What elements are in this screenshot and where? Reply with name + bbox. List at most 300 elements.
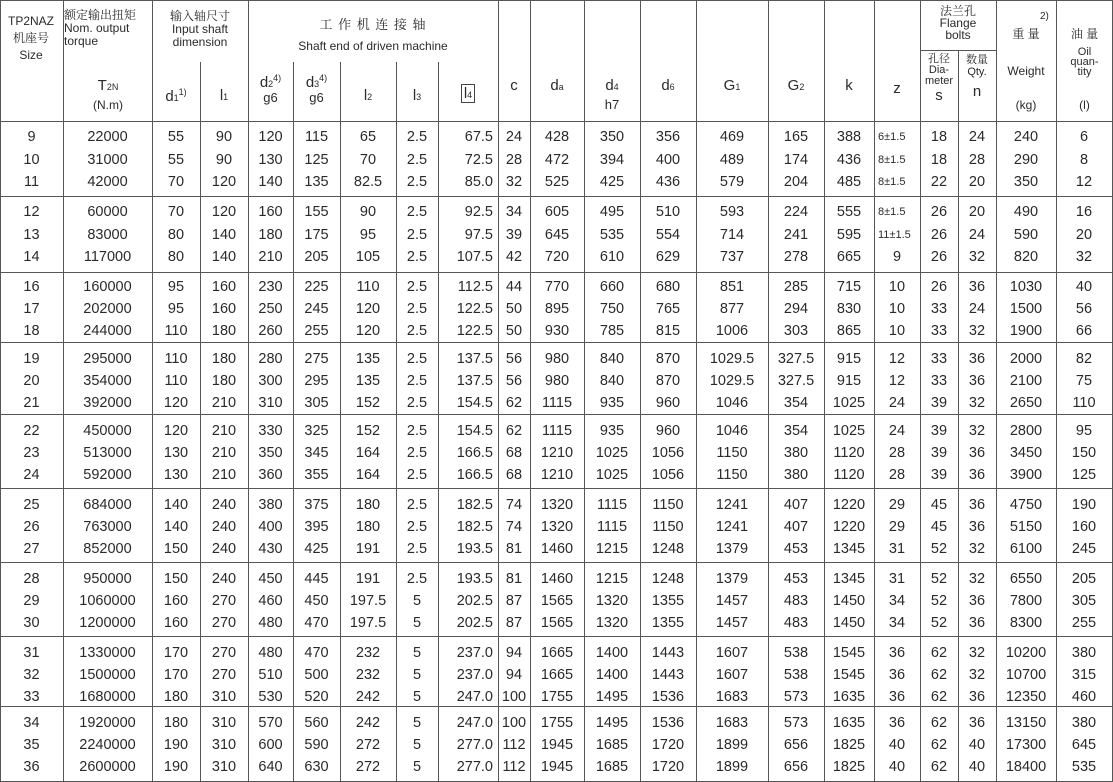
torque-header-en2: torque <box>64 34 99 48</box>
cell-da: 428 <box>544 129 570 145</box>
cell-l3: 2.5 <box>406 373 428 389</box>
cell-torque: 1060000 <box>79 593 136 609</box>
cell-d4: 840 <box>599 351 625 367</box>
cell-d1: 95 <box>167 279 185 295</box>
d4-tol: h7 <box>604 97 620 112</box>
cell-size: 28 <box>23 571 40 587</box>
l4-sub: 4 <box>467 90 473 100</box>
cell-d2: 640 <box>258 759 283 775</box>
cell-d1: 120 <box>163 423 189 439</box>
cell-d4: 1320 <box>595 615 629 631</box>
cell-d3: 355 <box>304 467 329 483</box>
cell-d3: 275 <box>304 351 329 367</box>
cell-d3: 630 <box>304 759 329 775</box>
cell-g2: 453 <box>783 541 809 557</box>
cell-torque: 354000 <box>83 373 132 389</box>
cell-k: 1635 <box>832 689 866 705</box>
cell-s: 62 <box>930 737 948 753</box>
cell-l4: 193.5 <box>456 541 493 557</box>
cell-g2: 165 <box>783 129 809 145</box>
cell-da: 525 <box>544 174 570 190</box>
cell-size: 12 <box>23 204 40 220</box>
cell-d3: 450 <box>304 593 329 609</box>
cell-weight: 6550 <box>1009 571 1043 587</box>
cell-c: 62 <box>505 395 523 411</box>
cell-torque: 244000 <box>83 323 132 339</box>
cell-size: 36 <box>23 759 40 775</box>
cell-weight: 590 <box>1013 227 1039 243</box>
cell-d4: 785 <box>599 323 625 339</box>
col-line <box>0 0 1 782</box>
cell-l3: 2.5 <box>406 351 428 367</box>
cell-s: 33 <box>930 351 948 367</box>
cell-size: 24 <box>23 467 40 483</box>
cell-oil: 535 <box>1071 759 1097 775</box>
cell-k: 715 <box>836 279 862 295</box>
oil-cn: 油 量 <box>1070 27 1099 41</box>
torque-header-en1: Nom. output <box>64 21 130 35</box>
cell-k: 1345 <box>832 541 866 557</box>
cell-oil: 380 <box>1071 715 1097 731</box>
cell-d4: 1215 <box>595 571 629 587</box>
cell-s: 62 <box>930 689 948 705</box>
diameter-cn: 孔径 <box>928 53 950 65</box>
cell-k: 1450 <box>832 615 866 631</box>
header-l3 <box>396 87 438 104</box>
cell-c: 74 <box>505 519 523 535</box>
cell-weight: 490 <box>1013 204 1039 220</box>
cell-z: 40 <box>888 759 906 775</box>
cell-d4: 1115 <box>596 519 628 535</box>
col-line <box>396 62 397 782</box>
cell-k: 665 <box>836 249 862 265</box>
cell-d4: 660 <box>599 279 625 295</box>
cell-l1: 270 <box>211 615 237 631</box>
cell-size: 14 <box>23 249 40 265</box>
cell-oil: 12 <box>1075 174 1093 190</box>
cell-size: 29 <box>23 593 40 609</box>
cell-da: 980 <box>544 373 570 389</box>
cell-d1: 160 <box>163 593 189 609</box>
flange-header <box>920 5 996 41</box>
cell-d3: 295 <box>304 373 329 389</box>
cell-c: 100 <box>501 715 527 731</box>
cell-l2: 105 <box>355 249 381 265</box>
cell-d4: 1025 <box>595 467 629 483</box>
cell-d3: 425 <box>304 541 329 557</box>
cell-d6: 1150 <box>652 519 684 535</box>
cell-k: 1025 <box>832 395 866 411</box>
cell-d6: 870 <box>655 351 681 367</box>
cell-g2: 294 <box>783 301 809 317</box>
cell-g2: 327.5 <box>777 351 815 367</box>
cell-d1: 190 <box>163 759 189 775</box>
cell-z: 31 <box>888 541 906 557</box>
cell-l4: 193.5 <box>456 571 493 587</box>
cell-torque: 763000 <box>83 519 132 535</box>
cell-c: 50 <box>505 301 523 317</box>
cell-da: 1665 <box>540 667 574 683</box>
cell-size: 31 <box>23 645 40 661</box>
l2-sym: l <box>363 87 368 104</box>
cell-g2: 453 <box>783 571 809 587</box>
cell-oil: 245 <box>1071 541 1097 557</box>
header-d1 <box>152 87 200 105</box>
cell-c: 68 <box>505 445 523 461</box>
l1-sym: l <box>219 87 224 104</box>
cell-d2: 180 <box>258 227 283 243</box>
cell-l2: 120 <box>355 301 381 317</box>
cell-s: 33 <box>930 323 948 339</box>
header-d4 <box>584 77 640 111</box>
cell-d3: 175 <box>304 227 329 243</box>
cell-l3: 2.5 <box>406 323 428 339</box>
cell-s: 52 <box>930 615 948 631</box>
cell-da: 720 <box>544 249 570 265</box>
d1-sup: 1) <box>178 87 187 97</box>
cell-size: 30 <box>23 615 40 631</box>
cell-n: 36 <box>968 467 986 483</box>
quantity-sym: n <box>972 83 982 100</box>
cell-d6: 870 <box>655 373 681 389</box>
cell-size: 35 <box>23 737 40 753</box>
cell-l1: 180 <box>211 373 237 389</box>
cell-oil: 460 <box>1071 689 1097 705</box>
cell-d6: 960 <box>655 395 681 411</box>
cell-weight: 1900 <box>1009 323 1043 339</box>
cell-d1: 80 <box>167 227 185 243</box>
cell-d6: 1536 <box>651 689 685 705</box>
cell-l2: 82.5 <box>353 174 383 190</box>
cell-k: 436 <box>836 152 862 168</box>
cell-z: 29 <box>888 497 906 513</box>
cell-z: 36 <box>888 645 906 661</box>
cell-d6: 554 <box>655 227 681 243</box>
cell-n: 32 <box>968 571 986 587</box>
cell-s: 26 <box>930 227 948 243</box>
cell-d1: 110 <box>164 373 188 389</box>
cell-n: 24 <box>968 227 986 243</box>
cell-s: 18 <box>930 152 948 168</box>
cell-torque: 42000 <box>87 174 128 190</box>
cell-d6: 510 <box>655 204 681 220</box>
cell-d6: 1056 <box>651 445 685 461</box>
cell-size: 17 <box>23 301 40 317</box>
d2-sup: 4) <box>273 73 282 83</box>
cell-d3: 135 <box>304 174 329 190</box>
cell-g2: 407 <box>783 497 809 513</box>
cell-d1: 130 <box>163 467 189 483</box>
l2-sub: 2 <box>367 92 373 102</box>
col-line <box>293 62 294 782</box>
cell-k: 1220 <box>832 519 866 535</box>
cell-c: 87 <box>505 593 523 609</box>
cell-l4: 122.5 <box>456 323 493 339</box>
cell-g2: 204 <box>783 174 809 190</box>
cell-l2: 242 <box>355 715 381 731</box>
cell-weight: 4750 <box>1009 497 1043 513</box>
size-header-cn: 机座号 <box>12 31 49 45</box>
cell-c: 39 <box>505 227 523 243</box>
cell-g1: 469 <box>719 129 745 145</box>
cell-torque: 513000 <box>83 445 132 461</box>
cell-k: 1120 <box>833 445 865 461</box>
col-line <box>1056 0 1057 782</box>
weight-cn: 重 量 <box>1012 27 1040 41</box>
cell-l3: 5 <box>412 667 422 683</box>
cell-l4: 72.5 <box>464 152 493 168</box>
cell-g1: 1899 <box>715 759 749 775</box>
cell-d4: 935 <box>599 423 625 439</box>
cell-d2: 380 <box>258 497 283 513</box>
header-d6 <box>640 77 696 94</box>
cell-size: 16 <box>23 279 40 295</box>
cell-d2: 570 <box>258 715 283 731</box>
cell-c: 50 <box>505 323 523 339</box>
cell-d3: 560 <box>304 715 329 731</box>
cell-oil: 75 <box>1075 373 1093 389</box>
cell-z: 24 <box>888 395 906 411</box>
flange-header-en2: bolts <box>945 28 971 42</box>
cell-d3: 395 <box>304 519 329 535</box>
cell-g1: 593 <box>719 204 745 220</box>
cell-k: 388 <box>836 129 862 145</box>
cell-l4: 247.0 <box>456 689 493 705</box>
g1-sym: G <box>723 77 736 94</box>
cell-l4: 202.5 <box>456 593 493 609</box>
cell-d3: 445 <box>304 571 329 587</box>
cell-d3: 500 <box>304 667 329 683</box>
header-g1 <box>696 77 768 94</box>
cell-k: 1345 <box>832 571 866 587</box>
cell-d3: 375 <box>304 497 329 513</box>
cell-k: 1825 <box>832 759 866 775</box>
cell-c: 81 <box>505 571 523 587</box>
cell-c: 74 <box>505 497 523 513</box>
cell-da: 895 <box>544 301 570 317</box>
col-line <box>530 0 531 782</box>
cell-g1: 1029.5 <box>709 351 755 367</box>
cell-l2: 70 <box>359 152 377 168</box>
l3-sym: l <box>412 87 417 104</box>
cell-oil: 255 <box>1071 615 1097 631</box>
g1-sub: 1 <box>735 82 741 92</box>
cell-l3: 5 <box>412 593 422 609</box>
cell-z: 10 <box>888 301 906 317</box>
cell-d2: 600 <box>258 737 283 753</box>
d4-sym: d <box>605 77 614 94</box>
cell-z: 34 <box>888 615 906 631</box>
cell-n: 36 <box>968 519 986 535</box>
cell-z: 12 <box>888 373 906 389</box>
cell-weight: 10700 <box>1005 667 1047 683</box>
g2-sym: G <box>787 77 800 94</box>
cell-d1: 55 <box>167 152 185 168</box>
cell-l1: 210 <box>211 395 237 411</box>
cell-d6: 1150 <box>652 497 684 513</box>
cell-k: 1545 <box>832 645 866 661</box>
cell-d1: 170 <box>163 645 189 661</box>
cell-k: 555 <box>836 204 862 220</box>
cell-d2: 210 <box>258 249 283 265</box>
header-d3 <box>293 73 340 104</box>
torque-symbol <box>64 77 152 94</box>
cell-da: 1460 <box>540 571 574 587</box>
cell-weight: 2650 <box>1009 395 1043 411</box>
cell-torque: 2600000 <box>79 759 136 775</box>
cell-l2: 242 <box>355 689 381 705</box>
d6-sym: d <box>661 77 670 94</box>
cell-l3: 2.5 <box>406 174 428 190</box>
cell-l2: 180 <box>355 519 381 535</box>
d3-tol: g6 <box>309 90 324 105</box>
cell-d6: 960 <box>655 423 681 439</box>
cell-s: 26 <box>930 249 948 265</box>
cell-weight: 2800 <box>1009 423 1043 439</box>
cell-l1: 310 <box>211 759 237 775</box>
cell-d6: 765 <box>655 301 681 317</box>
cell-s: 33 <box>930 373 948 389</box>
cell-l2: 272 <box>355 759 381 775</box>
cell-l3: 2.5 <box>406 249 428 265</box>
cell-k: 1545 <box>832 667 866 683</box>
cell-n: 36 <box>968 373 986 389</box>
cell-g1: 1150 <box>716 445 748 461</box>
cell-n: 36 <box>968 593 986 609</box>
cell-weight: 820 <box>1013 249 1039 265</box>
cell-d6: 1248 <box>651 541 685 557</box>
l4-box <box>461 84 475 103</box>
cell-size: 32 <box>23 667 40 683</box>
d2-sym: d <box>259 74 269 91</box>
cell-n: 28 <box>968 152 986 168</box>
cell-oil: 305 <box>1071 593 1097 609</box>
cell-size: 34 <box>23 715 40 731</box>
cell-weight: 2000 <box>1009 351 1043 367</box>
cell-z: 8±1.5 <box>878 206 906 218</box>
cell-g2: 285 <box>783 279 809 295</box>
cell-s: 26 <box>930 279 948 295</box>
cell-n: 20 <box>968 174 986 190</box>
cell-l4: 137.5 <box>456 373 493 389</box>
cell-size: 9 <box>27 129 36 145</box>
cell-l4: 277.0 <box>456 737 493 753</box>
torque-header-cn: 额定输出扭矩 <box>64 8 137 22</box>
cell-d2: 480 <box>258 615 283 631</box>
cell-size: 23 <box>23 445 40 461</box>
cell-s: 62 <box>930 645 948 661</box>
d6-sub: 6 <box>669 82 675 92</box>
cell-g1: 579 <box>719 174 745 190</box>
cell-l1: 160 <box>211 279 237 295</box>
cell-d1: 110 <box>164 351 188 367</box>
cell-z: 6±1.5 <box>878 131 906 143</box>
cell-g2: 278 <box>783 249 809 265</box>
cell-d6: 1443 <box>651 645 685 661</box>
cell-g1: 1046 <box>715 423 749 439</box>
cell-s: 45 <box>930 519 948 535</box>
cell-d3: 125 <box>304 152 329 168</box>
cell-torque: 22000 <box>87 129 128 145</box>
col-line <box>824 0 825 782</box>
col-line <box>340 62 341 782</box>
cell-weight: 18400 <box>1005 759 1047 775</box>
cell-torque: 450000 <box>83 423 132 439</box>
cell-torque: 31000 <box>87 152 128 168</box>
input-header-en1: Input shaft <box>171 22 229 36</box>
cell-l1: 240 <box>211 519 237 535</box>
cell-d2: 330 <box>258 423 283 439</box>
oil-en1: Oil <box>1077 46 1092 58</box>
cell-size: 10 <box>23 152 40 168</box>
cell-d2: 230 <box>258 279 283 295</box>
cell-l4: 202.5 <box>456 615 493 631</box>
cell-da: 1945 <box>540 737 574 753</box>
cell-l4: 182.5 <box>456 497 493 513</box>
cell-oil: 160 <box>1071 519 1097 535</box>
cell-d6: 815 <box>655 323 681 339</box>
cell-l3: 2.5 <box>406 467 428 483</box>
cell-torque: 392000 <box>83 395 132 411</box>
cell-torque: 60000 <box>87 204 128 220</box>
col-line <box>958 50 959 782</box>
cell-l2: 95 <box>359 227 377 243</box>
cell-da: 1460 <box>540 541 574 557</box>
cell-weight: 7800 <box>1009 593 1043 609</box>
cell-d3: 305 <box>304 395 329 411</box>
col-line <box>584 0 585 782</box>
cell-s: 33 <box>930 301 948 317</box>
cell-l2: 110 <box>356 279 380 295</box>
cell-l4: 107.5 <box>456 249 493 265</box>
cell-d6: 1443 <box>651 667 685 683</box>
cell-z: 8±1.5 <box>878 176 906 188</box>
cell-n: 32 <box>968 645 986 661</box>
cell-da: 605 <box>544 204 570 220</box>
torque-unit: (N.m) <box>93 98 123 112</box>
cell-d2: 480 <box>258 645 283 661</box>
cell-d2: 300 <box>258 373 283 389</box>
cell-oil: 40 <box>1075 279 1093 295</box>
header-l2 <box>340 87 396 104</box>
cell-g2: 538 <box>783 645 809 661</box>
cell-g1: 1241 <box>715 497 749 513</box>
cell-l1: 240 <box>211 497 237 513</box>
cell-d3: 590 <box>304 737 329 753</box>
cell-n: 40 <box>968 737 986 753</box>
cell-l2: 180 <box>355 497 381 513</box>
cell-l3: 5 <box>412 715 422 731</box>
cell-torque: 950000 <box>83 571 132 587</box>
cell-weight: 290 <box>1013 152 1039 168</box>
cell-z: 31 <box>888 571 906 587</box>
cell-n: 36 <box>968 715 986 731</box>
cell-d4: 350 <box>599 129 625 145</box>
cell-l2: 65 <box>359 129 377 145</box>
border-top <box>0 0 1113 1</box>
cell-torque: 160000 <box>83 279 132 295</box>
cell-d4: 425 <box>599 174 625 190</box>
input-header-en2: dimension <box>172 35 228 49</box>
cell-g1: 1457 <box>715 615 749 631</box>
cell-z: 8±1.5 <box>878 154 906 166</box>
cell-z: 36 <box>888 667 906 683</box>
diameter-sym: s <box>935 87 943 104</box>
cell-size: 22 <box>23 423 40 439</box>
cell-weight: 17300 <box>1005 737 1047 753</box>
cell-d1: 110 <box>164 323 188 339</box>
cell-l1: 140 <box>211 249 237 265</box>
